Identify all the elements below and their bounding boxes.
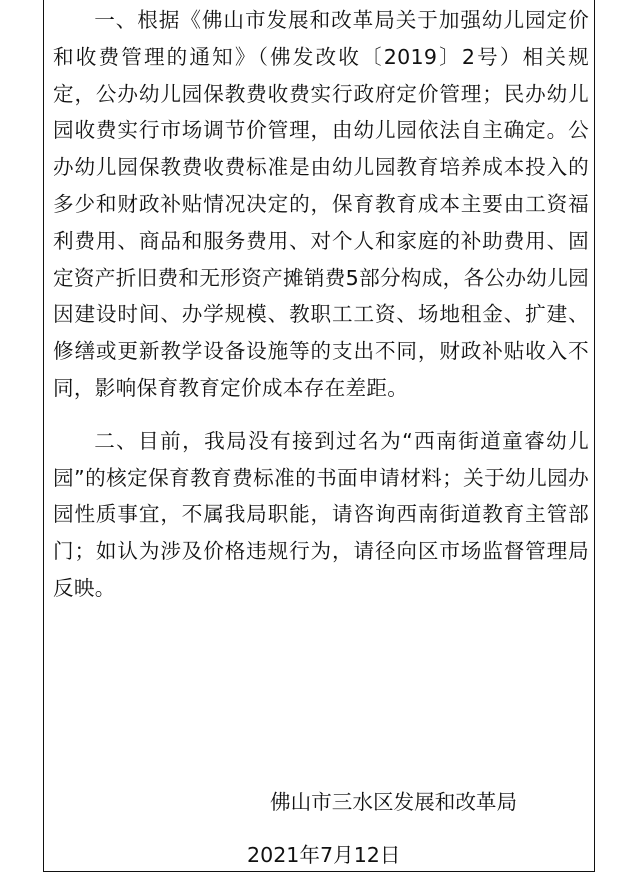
signature-date: 2021年7月12日 (247, 843, 401, 867)
paragraph-section-2: 二、目前，我局没有接到过名为“西南街道童睿幼儿园”的核定保育教育费标准的书面申请材料；关于幼儿园办园性质事宜，不属我局职能，请咨询西南街道教育主管部门；如认为涉及价格违规行为，请径向区市场监督管理局反映。 (53, 428, 589, 600)
document-body (53, 2, 589, 607)
paragraph-section-1: 一、根据《佛山市发展和改革局关于加强幼儿园定价和收费管理的通知》（佛发改收〔2019〕2号）相关规定，公办幼儿园保教费收费实行政府定价管理；民办幼儿园收费实行市场调节价管理，由幼儿园依法自主确定。公办幼儿园保教费收费标准是由幼儿园教育培养成本投入的多少和财政补贴情况决定的，保育教育成本主要由工资福利费用、商品和服务费用、对个人和家庭的补助费用、固定资产折旧费和无形资产摊销费5部分构成，各公办幼儿园因建设时间、办学规模、教职工工资、场地租金、扩建、修缮或更新教学设备设施等的支出不同，财政补贴收入不同，影响保育教育定价成本存在差距。 (53, 8, 589, 400)
signature-organization: 佛山市三水区发展和改革局 (270, 790, 518, 814)
